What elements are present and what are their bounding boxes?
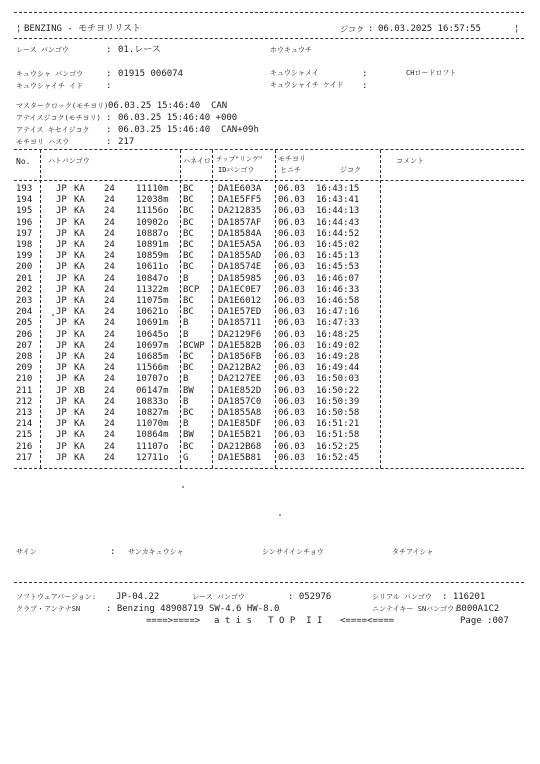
row-year: 24 [104,284,115,295]
table-top-rule [14,149,524,150]
row-country: JP [56,318,67,329]
race-no-value: 01.レース [118,45,161,55]
row-date: 06.03 [278,385,306,396]
row-time: 16:51:21 [316,419,360,430]
row-association: KA [74,352,85,362]
row-country: JP [56,430,67,441]
row-date: 06.03 [278,307,306,318]
row-color: BCWP [183,340,205,351]
row-association: XB [74,385,85,396]
row-year: 24 [104,340,115,351]
club-name-value: CHロードロフト [406,69,457,77]
col-header-time: ジコク [340,166,361,174]
club-name-label: キュウシャメイ [270,69,319,77]
header-top-rule [14,12,524,13]
row-ring-number: 10891m [136,240,169,250]
row-chip-id: DA212B68 [218,441,262,452]
brand-text: a t i s T O P I I [214,616,323,626]
row-date: 06.03 [278,340,306,351]
club-antenna-label: クラブ・アンテナSN [16,605,81,613]
row-chip-id: DA1857C0 [218,396,262,407]
row-chip-id: DA2129F6 [218,329,262,340]
row-year: 24 [104,228,115,239]
row-color: BC [183,408,194,418]
row-association: KA [74,430,85,441]
row-date: 06.03 [278,184,306,194]
row-year: 24 [104,396,115,407]
witness-participant: サンカキュウシャ [128,548,184,556]
row-color: BC [183,307,194,318]
row-country: JP [56,217,67,228]
row-date: 06.03 [278,430,306,441]
row-time: 16:48:25 [316,329,360,340]
col-sep-1 [40,150,41,468]
row-year: 24 [104,318,115,329]
row-year: 24 [104,217,115,228]
row-time: 16:49:02 [316,340,360,351]
row-ring-number: 11322m [136,284,169,295]
row-time: 16:52:25 [316,441,360,452]
row-ring-number: 10691m [136,318,169,329]
setting-time-label: アテイスジコク(モチヨリ) [16,114,101,122]
row-no: 216 [16,441,33,452]
header-right-bar: ¦ [514,24,520,34]
row-year: 24 [104,441,115,452]
row-ring-number: 06147m [136,385,169,396]
row-color: BC [183,240,194,250]
row-chip-id: DA1855A8 [218,408,262,418]
row-chip-id: DA185985 [218,273,262,284]
sign-label: サイン [16,548,37,556]
page-number: Page :007 [460,616,509,626]
row-association: KA [74,217,85,228]
row-chip-id: DA1856FB [218,352,262,362]
serial-label: シリアル バンゴウ [372,593,432,601]
row-year: 24 [104,452,115,463]
row-country: JP [56,262,67,273]
row-association: KA [74,184,85,194]
club-place2-label: キュウシャイチ ケイド [270,81,344,89]
row-association: KA [74,262,85,273]
table-bottom-rule [14,468,524,469]
row-no: 217 [16,452,33,463]
row-no: 206 [16,329,33,340]
row-association: KA [74,228,85,239]
row-association: KA [74,408,85,418]
setting-time-value: 06.03.25 15:46:40 +000 [118,113,238,123]
col-sep-5 [380,150,381,468]
row-time: 16:43:41 [316,195,360,206]
col-header-color: ハネイロ [183,157,211,165]
row-chip-id: DA1E5B21 [218,430,262,441]
row-chip-id: DA1E57ED [218,307,262,318]
document-title: BENZING - モチヨリリスト [24,24,142,34]
row-country: JP [56,296,67,306]
row-date: 06.03 [278,296,306,306]
row-association: KA [74,363,85,374]
row-chip-id: DA1EC0E7 [218,284,262,295]
row-color: B [183,396,189,407]
calc-time-label: アテイス キセイジコク [16,126,90,134]
row-time: 16:44:43 [316,217,360,228]
row-ring-number: 10864m [136,430,169,441]
row-time: 16:45:02 [316,240,360,250]
row-country: JP [56,385,67,396]
race-no-label: レース バンゴウ [16,46,69,54]
row-year: 24 [104,273,115,284]
speck-3 [279,514,281,516]
row-date: 06.03 [278,352,306,362]
count-value: 217 [118,137,135,147]
row-chip-id: DA1855AD [218,251,262,262]
row-ring-number: 11566m [136,363,169,374]
row-date: 06.03 [278,251,306,262]
row-no: 202 [16,284,33,295]
row-no: 196 [16,217,33,228]
row-country: JP [56,452,67,463]
calc-time-colon: : [106,125,112,135]
row-chip-id: DA1E5A5A [218,240,262,250]
col-header-chip-2: IDバンゴウ [218,166,255,174]
row-country: JP [56,273,67,284]
race-no-colon: : [106,45,112,55]
row-country: JP [56,251,67,262]
row-date: 06.03 [278,441,306,452]
col-header-chip-1: チップ"リング" [216,155,263,163]
row-time: 16:50:39 [316,396,360,407]
row-color: BC [183,262,194,273]
row-association: KA [74,195,85,206]
row-color: BCP [183,284,200,295]
col-sep-4 [275,150,276,468]
row-date: 06.03 [278,374,306,385]
row-chip-id: DA1E6012 [218,296,262,306]
row-color: BC [183,195,194,206]
row-color: BC [183,184,194,194]
row-no: 213 [16,408,33,418]
row-association: KA [74,441,85,452]
row-country: JP [56,284,67,295]
row-color: BC [183,296,194,306]
row-ring-number: 10697m [136,340,169,351]
row-year: 24 [104,251,115,262]
footer-top-rule [14,582,524,583]
row-time: 16:45:13 [316,251,360,262]
row-country: JP [56,329,67,340]
row-no: 210 [16,374,33,385]
row-time: 16:44:13 [316,206,360,217]
row-country: JP [56,240,67,250]
row-time: 16:50:58 [316,408,360,418]
row-color: B [183,318,189,329]
row-time: 16:50:03 [316,374,360,385]
row-time: 16:49:28 [316,352,360,362]
club-place2-colon: : [362,81,368,91]
row-year: 24 [104,296,115,306]
row-ring-number: 10847o [136,273,169,284]
row-association: KA [74,284,85,295]
col-header-ring: ハトバンゴウ [48,157,90,165]
row-association: KA [74,240,85,250]
row-year: 24 [104,184,115,194]
row-ring-number: 10859m [136,251,169,262]
row-country: JP [56,352,67,362]
row-time: 16:46:58 [316,296,360,306]
row-color: BW [183,430,194,441]
row-date: 06.03 [278,408,306,418]
row-ring-number: 10902o [136,217,169,228]
row-time: 16:47:16 [316,307,360,318]
speck-2 [182,486,184,488]
club-name-colon: : [362,69,368,79]
header-bottom-rule [14,38,524,39]
row-ring-number: 10707o [136,374,169,385]
row-no: 194 [16,195,33,206]
row-ring-number: 10887o [136,228,169,239]
row-association: KA [74,251,85,262]
row-date: 06.03 [278,228,306,239]
row-ring-number: 10645o [136,329,169,340]
datetime-label: ジコク [340,25,364,34]
row-color: BW [183,385,194,396]
row-country: JP [56,363,67,374]
row-date: 06.03 [278,419,306,430]
row-color: B [183,419,189,430]
row-color: G [183,452,189,463]
row-ring-number: 10611o [136,262,169,273]
row-chip-id: DA1E852D [218,385,262,396]
row-country: JP [56,374,67,385]
header-bottom-rule-table [14,180,524,181]
footer-race-value: : 052976 [288,592,332,602]
club-no-label: キュウシャ バンゴウ [16,70,84,78]
row-chip-id: DA1857AF [218,217,262,228]
row-country: JP [56,419,67,430]
footer-race-label: レース バンゴウ [192,593,245,601]
row-year: 24 [104,206,115,217]
row-ring-number: 10827m [136,408,169,418]
row-color: BC [183,363,194,374]
row-association: KA [74,206,85,217]
row-chip-id: DA1E5FF5 [218,195,262,206]
row-no: 195 [16,206,33,217]
row-association: KA [74,318,85,329]
row-chip-id: DA1E85DF [218,419,262,430]
witness-observer: タチアイシャ [392,548,434,556]
row-time: 16:46:33 [316,284,360,295]
row-year: 24 [104,408,115,418]
header-left-bar: ¦ [16,24,22,34]
row-ring-number: 11070m [136,419,169,430]
row-no: 214 [16,419,33,430]
row-no: 193 [16,184,33,194]
row-year: 24 [104,262,115,273]
row-year: 24 [104,195,115,206]
row-association: KA [74,374,85,385]
row-chip-id: DA212BA2 [218,363,262,374]
row-color: BC [183,441,194,452]
row-date: 06.03 [278,273,306,284]
row-chip-id: DA1E603A [218,184,262,194]
row-time: 16:44:52 [316,228,360,239]
sign-colon: : [110,547,116,557]
col-sep-2 [180,150,181,468]
row-ring-number: 10621o [136,307,169,318]
row-date: 06.03 [278,217,306,228]
row-no: 211 [16,385,33,396]
col-sep-3 [212,150,213,468]
row-association: KA [74,329,85,340]
row-date: 06.03 [278,240,306,250]
row-year: 24 [104,329,115,340]
row-color: B [183,273,189,284]
software-label: ソフトウェアバージョン: [16,593,97,601]
row-color: BC [183,206,194,217]
row-year: 24 [104,385,115,396]
row-no: 203 [16,296,33,306]
club-no-value: 01915 006074 [118,69,184,79]
col-header-comment: コメント [396,157,424,165]
row-chip-id: DA1E5B81 [218,452,262,463]
row-ring-number: 11156o [136,206,169,217]
row-time: 16:49:44 [316,363,360,374]
row-no: 201 [16,273,33,284]
row-ring-number: 11075m [136,296,169,306]
row-association: KA [74,396,85,407]
row-country: JP [56,307,67,318]
row-no: 209 [16,363,33,374]
row-chip-id: DA185711 [218,318,262,329]
row-color: BC [183,217,194,228]
row-country: JP [56,441,67,452]
row-year: 24 [104,430,115,441]
row-color: BC [183,228,194,239]
row-color: B [183,329,189,340]
row-time: 16:51:58 [316,430,360,441]
arrows-right: <====<==== [340,616,395,626]
row-country: JP [56,340,67,351]
row-no: 204 [16,307,33,318]
col-header-no: No. [16,157,31,166]
row-no: 200 [16,262,33,273]
row-time: 16:46:07 [316,273,360,284]
col-header-date: ヒニチ [280,166,301,174]
row-chip-id: DA212835 [218,206,262,217]
club-place-colon: : [106,81,112,91]
speck-1 [52,314,54,316]
row-association: KA [74,340,85,351]
row-color: B [183,374,189,385]
row-association: KA [74,296,85,306]
calc-time-value: 06.03.25 15:46:40 CAN+09h [118,125,259,135]
row-time: 16:52:45 [316,452,360,463]
row-ring-number: 10685m [136,352,169,362]
row-chip-id: DA18584A [218,228,262,239]
master-clock-label: マスタークロック(モチヨリ) [16,102,109,110]
row-ring-number: 11107o [136,441,169,452]
row-country: JP [56,228,67,239]
row-country: JP [56,206,67,217]
row-association: KA [74,452,85,463]
row-association: KA [74,419,85,430]
setting-time-colon: : [106,113,112,123]
row-no: 198 [16,240,33,250]
receiver-label: ニンテイキー SNバンゴウ: [372,605,459,613]
arrows-left: ====>====> [146,616,201,626]
row-time: 16:45:53 [316,262,360,273]
col-header-time-1: モチヨリ [278,155,306,163]
row-ring-number: 10833o [136,396,169,407]
row-association: KA [74,307,85,318]
row-no: 215 [16,430,33,441]
row-no: 197 [16,228,33,239]
row-ring-number: 11110m [136,184,169,194]
row-no: 208 [16,352,33,362]
row-country: JP [56,195,67,206]
count-label: モチヨリ ハスウ [16,138,70,146]
row-year: 24 [104,363,115,374]
witness-judge: シンサイインチョウ [262,548,324,556]
club-no-colon: : [106,69,112,79]
row-time: 16:47:33 [316,318,360,329]
row-chip-id: DA1E582B [218,340,262,351]
row-date: 06.03 [278,396,306,407]
row-no: 205 [16,318,33,329]
row-date: 06.03 [278,363,306,374]
row-date: 06.03 [278,206,306,217]
row-country: JP [56,408,67,418]
row-chip-id: DA2127EE [218,374,262,385]
receiver-value: 8000A1C2 [456,604,500,614]
row-year: 24 [104,307,115,318]
software-value: JP-04.22 [116,592,160,602]
datetime-value: 06.03.2025 16:57:55 [378,24,481,34]
row-ring-number: 12711o [136,452,169,463]
datetime-colon: : [368,24,374,34]
row-year: 24 [104,352,115,362]
club-antenna-value: : Benzing 48908719 SW-4.6 HW-8.0 [106,604,280,614]
row-year: 24 [104,419,115,430]
row-ring-number: 12038m [136,195,169,206]
row-date: 06.03 [278,329,306,340]
row-country: JP [56,396,67,407]
release-place-label: ホウキュウチ [270,46,312,54]
row-date: 06.03 [278,262,306,273]
row-no: 212 [16,396,33,407]
master-clock-value: 06.03.25 15:46:40 CAN [108,101,228,111]
row-color: BC [183,251,194,262]
club-place-label: キュウシャイチ イド [16,82,84,90]
row-time: 16:43:15 [316,184,360,194]
row-date: 06.03 [278,452,306,463]
row-color: BC [183,352,194,362]
row-date: 06.03 [278,318,306,329]
row-date: 06.03 [278,195,306,206]
row-association: KA [74,273,85,284]
count-colon: : [106,137,112,147]
row-date: 06.03 [278,284,306,295]
row-no: 199 [16,251,33,262]
serial-value: : 116201 [442,592,486,602]
row-year: 24 [104,374,115,385]
row-year: 24 [104,240,115,250]
row-chip-id: DA18574E [218,262,262,273]
row-country: JP [56,184,67,194]
row-no: 207 [16,340,33,351]
row-time: 16:50:22 [316,385,360,396]
